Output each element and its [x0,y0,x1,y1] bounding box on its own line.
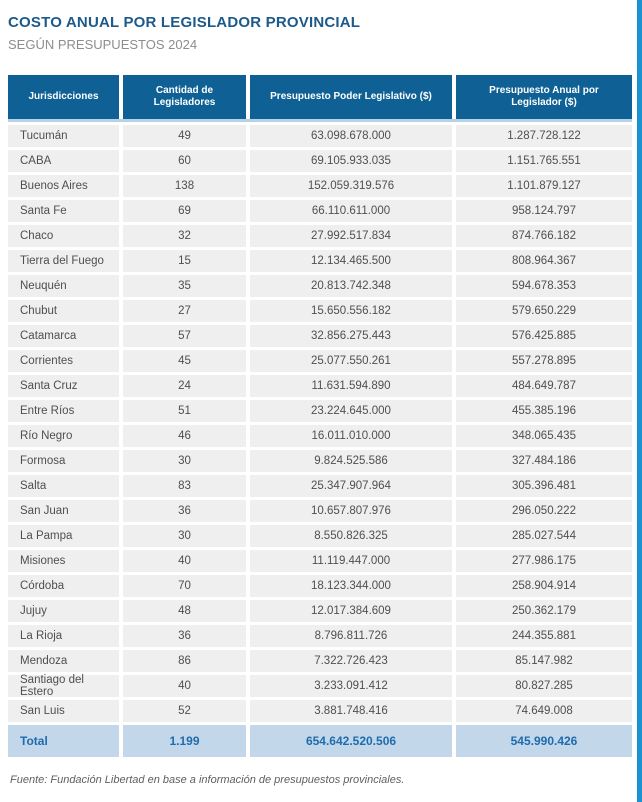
cell-value: 86 [123,650,246,672]
cell-jurisdiccion: La Rioja [8,625,119,647]
cell-jurisdiccion: CABA [8,150,119,172]
cell-value: 70 [123,575,246,597]
cell-jurisdiccion: San Luis [8,700,119,722]
table-row [8,375,632,397]
cell-value: 1.101.879.127 [456,175,632,197]
cell-value: 30 [123,450,246,472]
cell-value: 1.151.765.551 [456,150,632,172]
cell-jurisdiccion: Entre Ríos [8,400,119,422]
table-row [8,275,632,297]
cell-jurisdiccion: Tucumán [8,125,119,147]
cell-value: 8.796.811.726 [250,625,452,647]
table-row [8,300,632,322]
cell-value: 52 [123,700,246,722]
cell-value: 51 [123,400,246,422]
cell-value: 74.649.008 [456,700,632,722]
table-row [8,400,632,422]
cell-value: 15 [123,250,246,272]
cell-value: 285.027.544 [456,525,632,547]
table-row [8,125,632,147]
source-note: Fuente: Fundación Libertad en base a información de presupuestos provinciales. [10,774,405,786]
column-header: Presupuesto Anual por Legislador ($) [456,75,632,119]
cell-value: 258.904.914 [456,575,632,597]
cell-value: 63.098.678.000 [250,125,452,147]
table-header-row [8,75,632,119]
table-row [8,175,632,197]
cell-value: 250.362.179 [456,600,632,622]
column-header: Cantidad de Legisladores [123,75,246,119]
cell-jurisdiccion: Formosa [8,450,119,472]
cell-value: 35 [123,275,246,297]
cell-value: 27.992.517.834 [250,225,452,247]
page-subtitle: SEGÚN PRESUPUESTOS 2024 [8,37,198,52]
cell-value: 1.287.728.122 [456,125,632,147]
cell-value: 594.678.353 [456,275,632,297]
cell-jurisdiccion: Buenos Aires [8,175,119,197]
cell-jurisdiccion: Salta [8,475,119,497]
table-row [8,200,632,222]
cell-value: 66.110.611.000 [250,200,452,222]
cell-value: 36 [123,500,246,522]
cell-value: 348.065.435 [456,425,632,447]
cell-value: 808.964.367 [456,250,632,272]
header-underline [8,119,632,122]
cell-value: 85.147.982 [456,650,632,672]
cell-value: 3.233.091.412 [250,675,452,697]
cell-jurisdiccion: Corrientes [8,350,119,372]
column-header: Jurisdicciones [8,75,119,119]
cell-jurisdiccion: Chubut [8,300,119,322]
cell-value: 296.050.222 [456,500,632,522]
cell-value: 305.396.481 [456,475,632,497]
cell-value: 327.484.186 [456,450,632,472]
cell-value: 576.425.885 [456,325,632,347]
cell-value: 60 [123,150,246,172]
table-total-row [8,725,632,757]
cell-value: 40 [123,550,246,572]
table-row [8,225,632,247]
cell-value: 49 [123,125,246,147]
cell-jurisdiccion: Santiago del Estero [8,675,119,697]
cell-value: 80.827.285 [456,675,632,697]
column-header: Presupuesto Poder Legislativo ($) [250,75,452,119]
cell-value: 23.224.645.000 [250,400,452,422]
cell-value: 12.134.465.500 [250,250,452,272]
table-row [8,150,632,172]
cell-value: 3.881.748.416 [250,700,452,722]
table-row [8,325,632,347]
table-row [8,600,632,622]
total-value: 654.642.520.506 [250,725,452,757]
cell-value: 579.650.229 [456,300,632,322]
cell-value: 48 [123,600,246,622]
table-row [8,475,632,497]
cell-value: 7.322.726.423 [250,650,452,672]
cell-value: 40 [123,675,246,697]
cell-value: 45 [123,350,246,372]
cell-jurisdiccion: Córdoba [8,575,119,597]
table-row [8,675,632,697]
cell-value: 277.986.175 [456,550,632,572]
cell-jurisdiccion: Chaco [8,225,119,247]
cell-value: 25.077.550.261 [250,350,452,372]
cell-jurisdiccion: Catamarca [8,325,119,347]
table-row [8,250,632,272]
budget-table [8,75,632,757]
cell-value: 12.017.384.609 [250,600,452,622]
table-row [8,425,632,447]
cell-value: 30 [123,525,246,547]
table-row [8,700,632,722]
table-row [8,525,632,547]
page-title: COSTO ANUAL POR LEGISLADOR PROVINCIAL [8,14,361,31]
right-edge-accent-bar [637,0,642,802]
table-row [8,450,632,472]
cell-jurisdiccion: Jujuy [8,600,119,622]
cell-value: 557.278.895 [456,350,632,372]
cell-jurisdiccion: Misiones [8,550,119,572]
cell-value: 958.124.797 [456,200,632,222]
cell-jurisdiccion: Santa Fe [8,200,119,222]
cell-value: 10.657.807.976 [250,500,452,522]
table-body [8,125,632,722]
cell-value: 874.766.182 [456,225,632,247]
cell-jurisdiccion: Mendoza [8,650,119,672]
cell-value: 20.813.742.348 [250,275,452,297]
cell-jurisdiccion: Tierra del Fuego [8,250,119,272]
table-row [8,350,632,372]
cell-value: 25.347.907.964 [250,475,452,497]
cell-value: 24 [123,375,246,397]
cell-jurisdiccion: San Juan [8,500,119,522]
cell-value: 32 [123,225,246,247]
cell-value: 15.650.556.182 [250,300,452,322]
table-row [8,550,632,572]
cell-value: 9.824.525.586 [250,450,452,472]
cell-value: 32.856.275.443 [250,325,452,347]
cell-value: 57 [123,325,246,347]
cell-value: 69.105.933.035 [250,150,452,172]
total-value: 545.990.426 [456,725,632,757]
cell-value: 152.059.319.576 [250,175,452,197]
cell-value: 244.355.881 [456,625,632,647]
table-row [8,625,632,647]
table-row [8,500,632,522]
cell-value: 455.385.196 [456,400,632,422]
cell-jurisdiccion: Río Negro [8,425,119,447]
total-value: 1.199 [123,725,246,757]
cell-jurisdiccion: La Pampa [8,525,119,547]
cell-value: 16.011.010.000 [250,425,452,447]
table-row [8,650,632,672]
cell-value: 138 [123,175,246,197]
cell-value: 484.649.787 [456,375,632,397]
cell-value: 18.123.344.000 [250,575,452,597]
cell-value: 27 [123,300,246,322]
cell-value: 83 [123,475,246,497]
cell-jurisdiccion: Neuquén [8,275,119,297]
cell-jurisdiccion: Santa Cruz [8,375,119,397]
cell-value: 36 [123,625,246,647]
cell-value: 8.550.826.325 [250,525,452,547]
cell-value: 46 [123,425,246,447]
total-label: Total [8,725,119,757]
cell-value: 69 [123,200,246,222]
cell-value: 11.631.594.890 [250,375,452,397]
table-row [8,575,632,597]
cell-value: 11.119.447.000 [250,550,452,572]
